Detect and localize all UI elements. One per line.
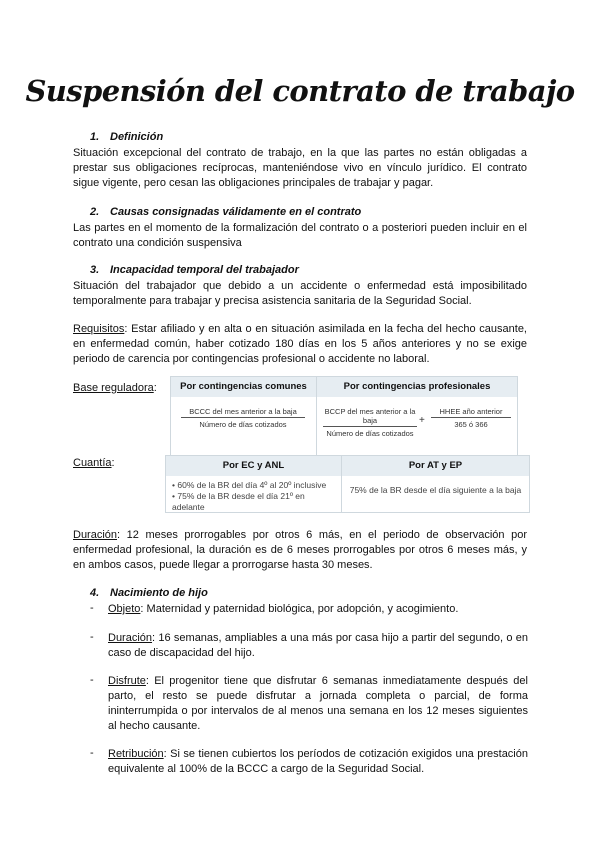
base-reguladora-table xyxy=(170,376,518,464)
cuantia-col1-header: Por EC y ANL xyxy=(166,456,341,476)
list-item-retribucion: Retribución: Si se tienen cubiertos los períodos de cotización exigidos una prestación equivalente al 100% de la BCCC a cargo de la Seguridad Social. xyxy=(108,748,528,775)
cuantia-col2-text: 75% de la BR desde el día siguiente a la baja xyxy=(349,485,522,495)
list-item-duracion: Duración: 16 semanas, ampliables a una más por casa hijo a partir del segundo, o en caso de discapacidad del hijo. xyxy=(108,632,528,659)
requisitos-paragraph: Requisitos: Estar afiliado y en alta o en situación asimilada en la fecha del hecho causante, en enfermedad común, haber cotizado 180 días en los 5 años anteriores y no se exige periodo de carencia por contingencias profesional o accidente no laboral. xyxy=(73,323,527,365)
base-col1-fraction: BCCC del mes anterior a la baja Número de días cotizados xyxy=(181,407,305,429)
cuantia-col2-header: Por AT y EP xyxy=(342,456,529,476)
plus-sign: + xyxy=(419,415,425,426)
list-item: • 60% de la BR del día 4º al 20º inclusive xyxy=(172,480,327,490)
page-title: Suspensión del contrato de trabajo xyxy=(25,74,575,108)
section-1-heading: 1. Definición xyxy=(90,131,164,143)
base-col1-header: Por contingencias comunes xyxy=(171,377,316,397)
base-col2-fraction: BCCP del mes anterior a la baja Número de días cotizados xyxy=(324,407,416,438)
section-1-body: Situación excepcional del contrato de trabajo, en la que las partes no están obligadas a prestar sus obligaciones recíprocas, manteniéndose vivo en vínculo jurídico. El contrato sigue vigente, pero cesan las obligaciones principales de trabajar y pagar. xyxy=(73,147,527,189)
cuantia-col1-list xyxy=(172,480,338,513)
section-3-body: Situación del trabajador que debido a un accidente o enfermedad está imposibilitado temporalmente para trabajar y precisa asistencia sanitaria de la Seguridad Social. xyxy=(73,280,527,307)
requisitos-label: Requisitos xyxy=(73,323,125,335)
list-item-objeto: Objeto: Maternidad y paternidad biológica, por adopción, y acogimiento. xyxy=(108,603,459,615)
base-col2-header: Por contingencias profesionales xyxy=(317,377,517,397)
duracion-paragraph: Duración: 12 meses prorrogables por otros 6 más, en el periodo de observación por enfermedad profesional, la duración es de 6 meses prorrogables por otros 6 meses más, y en ambos casos, puede llegar a prorrogarse hasta 30 meses. xyxy=(73,529,527,571)
list-item-disfrute: Disfrute: El progenitor tiene que disfrutar 6 semanas inmediatamente después del parto, el resto se puede disfrutar a jornada completa o parcial, de forma ininterrumpida o por intervalos de al menos una semana en los 12 meses siguientes al hecho causante. xyxy=(108,675,528,732)
cuantia-table xyxy=(165,455,530,513)
list-item: • 75% de la BR desde el día 21º en adelante xyxy=(172,491,305,512)
base-reguladora-label: Base reguladora: xyxy=(73,382,157,394)
section-2-heading: 2. Causas consignadas válidamente en el contrato xyxy=(90,206,362,218)
section-3-heading: 3. Incapacidad temporal del trabajador xyxy=(90,264,299,276)
duracion-label: Duración xyxy=(73,529,118,541)
section-2-body: Las partes en el momento de la formalización del contrato o a posteriori pueden incluir en el contrato una condición suspensiva xyxy=(73,222,527,249)
section-4-heading: 4. Nacimiento de hijo xyxy=(90,587,208,599)
cuantia-label: Cuantía: xyxy=(73,457,115,469)
base-col3-fraction: HHEE año anterior 365 ó 366 xyxy=(431,407,511,429)
